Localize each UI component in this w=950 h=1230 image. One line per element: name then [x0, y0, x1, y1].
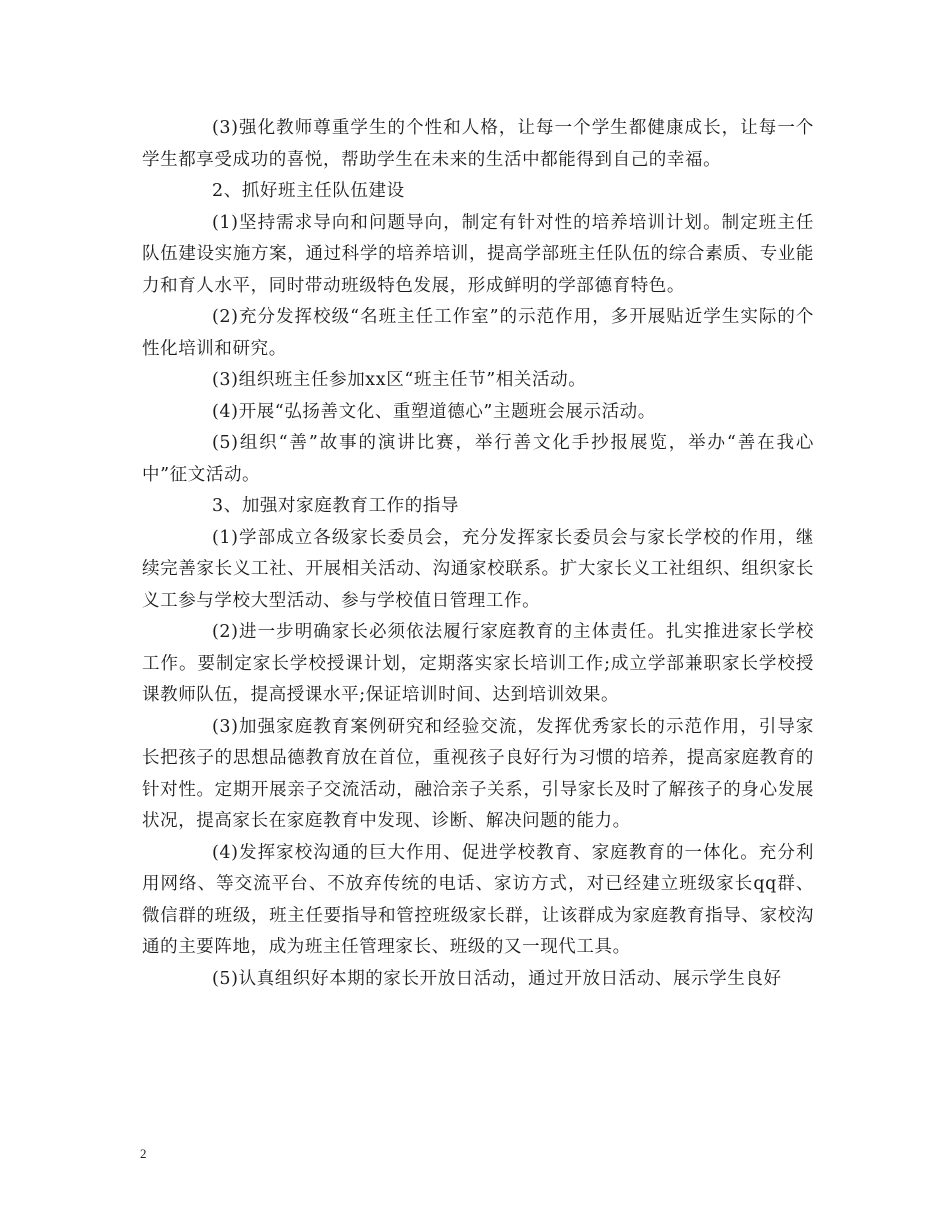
paragraph-7: (5)组织“善”故事的演讲比赛，举行善文化手抄报展览，举办“善在我心中”征文活动。 [142, 433, 814, 485]
paragraph-6: (4)开展“弘扬善文化、重塑道德心”主题班会展示活动。 [212, 401, 656, 422]
paragraph-9: (1)学部成立各级家长委员会，充分发挥家长委员会与家长学校的作用，继续完善家长义工社、开展相关活动、沟通家校联系。扩大家长义工社组织、组织家长义工参与学校大型活动、参与学校值日管理工作。 [142, 527, 814, 611]
page-number: 2 [140, 1146, 147, 1161]
section-heading-2: 2、抓好班主任队伍建设 [212, 181, 405, 201]
paragraph-13: (5)认真组织好本期的家长开放日活动，通过开放日活动、展示学生良好 [212, 968, 782, 989]
paragraph-4: (2)充分发挥校级“名班主任工作室”的示范作用，多开展贴近学生实际的个性化培训和研究。 [142, 307, 814, 359]
paragraph-10: (2)进一步明确家长必须依法履行家庭教育的主体责任。扎实推进家长学校工作。要制定家长学校授课计划，定期落实家长培训工作;成立学部兼职家长学校授课教师队伍，提高授课水平;保证培训时间、达到培训效果。 [142, 622, 814, 705]
paragraph-1: (3)强化教师尊重学生的个性和人格，让每一个学生都健康成长，让每一个学生都享受成功的喜悦，帮助学生在未来的生活中都能得到自己的幸福。 [142, 118, 814, 170]
paragraph-11: (3)加强家庭教育案例研究和经验交流，发挥优秀家长的示范作用，引导家长把孩子的思想品德教育放在首位，重视孩子良好行为习惯的培养，提高家庭教育的针对性。定期开展亲子交流活动，融洽亲子关系，引导家长及时了解孩子的身心发展状况，提高家长在家庭教育中发现、诊断、解决问题的能力。 [142, 716, 814, 831]
paragraph-5: (3)组织班主任参加xx区“班主任节”相关活动。 [212, 370, 587, 390]
paragraph-12: (4)发挥家校沟通的巨大作用、促进学校教育、家庭教育的一体化。充分利用网络、等交流平台、不放弃传统的电话、家访方式，对已经建立班级家长qq群、微信群的班级，班主任要指导和管控班级家长群，让该群成为家庭教育指导、家校沟通的主要阵地，成为班主任管理家长、班级的又一现代工具。 [142, 842, 814, 957]
document-body [142, 113, 814, 995]
section-heading-3: 3、加强对家庭教育工作的指导 [212, 496, 460, 516]
paragraph-3: (1)坚持需求导向和问题导向，制定有针对性的培养培训计划。制定班主任队伍建设实施方案，通过科学的培养培训，提高学部班主任队伍的综合素质、专业能力和育人水平，同时带动班级特色发展，形成鲜明的学部德育特色。 [142, 212, 814, 296]
